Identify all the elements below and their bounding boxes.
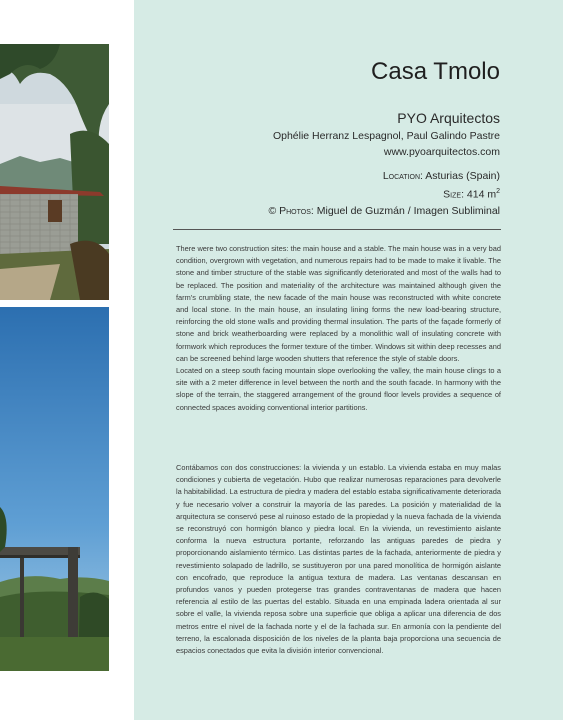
size-value: 414 m <box>466 188 497 201</box>
size-row <box>268 184 500 203</box>
copyright-symbol: © <box>268 204 277 217</box>
english-paragraph-1: There were two construction sites: the main house and a stable. The main house was in a very bad condition, overgrown with vegetation, and numerous repairs had to be made to make it livable. The stone and timber structure of the stable was significantly deteriorated and most of the walls had to be replaced. The position and materiality of the architecture was maintained although given the farm's crumbling state, the new facade of the main house was reconstructed with white concrete and local stone. In the main house, an insulating lining forms the new load-bearing structure, reinforcing the old stone walls and providing thermal insulation. The parts of the façade formerly of stone and brick weatherboarding were replaced by a monolithic wall of insulating concrete with formwork which reproduces the former texture of the timber. Windows sit within deep recesses and can be screened behind large wooden shutters that reference the style of stable doors. <box>176 244 501 363</box>
photos-label: Photos: <box>279 204 314 217</box>
credits-block <box>273 108 500 160</box>
architect-names: Ophélie Herranz Lespagnol, Paul Galindo Pastre <box>272 130 500 142</box>
spanish-paragraph: Contábamos con dos construcciones: la vivienda y un establo. La vivienda estaba en muy malas condiciones y cubierta de vegetación. Hubo que realizar numerosas reparaciones para devolverle la habitabilidad. La estructura de piedra y madera del establo estaba significativamente deteriorada y fue necesario volver a construir la mayoría de las paredes. La posición y materialidad de la arquitectura se conservó pese al ruinoso estado de la propiedad y la nueva fachada de la vivienda se reconstruyó con hormigón blanco y piedra local. En la vivienda, un revestimiento aislante conforma la nueva estructura portante, reforzando las antiguas paredes de piedra y proporcionando aislamiento térmico. Las distintas partes de la fachada, anteriormente de piedra y revestimiento solapado de ladrillo, se sustituyeron por una pared monolítica de hormigón aislante con encofrado, que reproduce la antigua textura de madera. Las ventanas descansan en profundos vanos y pueden protegerse tras grandes contraventanas de madera que hacen referencia al estilo de las puertas del establo. Situada en una empinada ladera orientada al sur sobre el valle, la vivienda reposa sobre una superficie que obliga a aplicar una diferencia de dos metros entre el nivel de la fachada norte y el de la fachada sur. En armonía con la pendiente del terreno, la escalonada disposición de los niveles de la planta baja proporciona una secuencia de espacios conectados que evita la división interior convencional. <box>176 463 501 656</box>
photo-porch-landscape <box>0 307 109 671</box>
section-divider <box>173 229 501 230</box>
photo-stone-house <box>0 44 109 300</box>
photos-value: Miguel de Guzmán / Imagen Subliminal <box>316 204 500 217</box>
photo-column <box>0 0 134 720</box>
location-label: Location: <box>382 170 423 182</box>
photos-row <box>268 203 500 219</box>
size-label: Size: <box>443 188 464 201</box>
english-paragraph-2: Located on a steep south facing mountain slope overlooking the valley, the main house clings to a site with a 2 meter difference in level between the north and the south facade. In harmony with the slope of the terrain, the staggered arrangement of the ground floor levels provides a sequence of connected spaces avoiding conventional interior partitions. <box>176 366 501 412</box>
location-row <box>268 168 500 184</box>
location-value: Asturias (Spain) <box>425 170 500 182</box>
english-text <box>176 243 501 414</box>
website-link[interactable]: www.pyoarquitectos.com <box>383 146 500 158</box>
project-facts <box>268 168 500 219</box>
size-unit-superscript: 2 <box>496 188 500 195</box>
project-title: Casa Tmolo <box>371 58 500 85</box>
firm-name: PYO Arquitectos <box>397 110 500 126</box>
spanish-text <box>176 462 501 657</box>
